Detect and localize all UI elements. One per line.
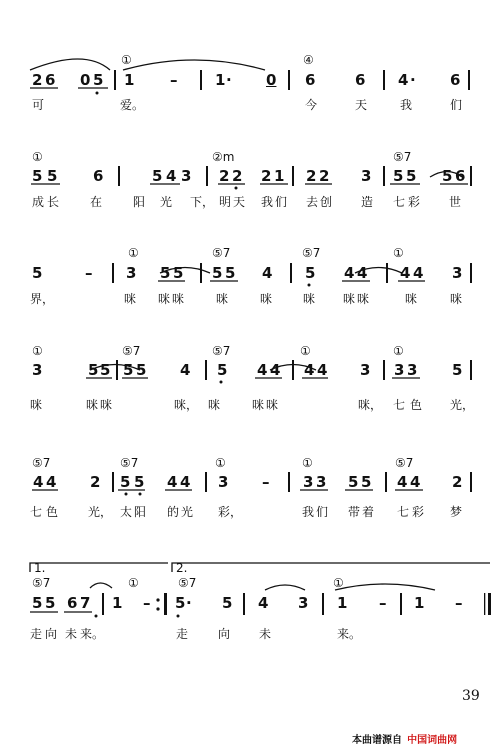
note: 4: [180, 361, 191, 379]
dash: –: [85, 264, 93, 282]
note: 2: [452, 473, 463, 491]
note: 3: [360, 361, 371, 379]
lyric: 咪: [172, 292, 185, 306]
barline: [470, 360, 472, 380]
lyric: 咪: [405, 292, 418, 306]
barline: [288, 70, 290, 90]
lyric: 我: [261, 195, 274, 209]
note: 5: [88, 361, 99, 379]
lyric: 今: [305, 98, 318, 112]
chord-annotation: ⑤7: [32, 456, 51, 470]
note: 3: [394, 361, 405, 379]
note: 3: [218, 473, 229, 491]
chord-annotation: ⑤7: [212, 246, 231, 260]
note: 5: [222, 594, 233, 612]
note: 3: [126, 264, 137, 282]
lyric: 彩: [408, 195, 421, 209]
note: 2: [261, 167, 272, 185]
note: 4: [413, 264, 424, 282]
note: 5: [212, 264, 223, 282]
lyric: 咪，: [358, 398, 383, 412]
barline: [205, 360, 207, 380]
barline: [292, 166, 294, 186]
note: 5: [452, 361, 463, 379]
footer-site: 中国词曲网: [407, 735, 458, 746]
note: 4: [166, 167, 177, 185]
barline: [383, 360, 385, 380]
footer-watermark: [352, 728, 457, 747]
chord-annotation: ⑤7: [212, 344, 231, 358]
note: 5: [160, 264, 171, 282]
note: 5: [47, 167, 58, 185]
barline: [470, 472, 472, 492]
note: 6: [67, 594, 78, 612]
volta-2-bracket: [172, 563, 490, 572]
note: 5: [93, 71, 104, 89]
barline: [200, 263, 202, 283]
barline: [470, 166, 472, 186]
note: 5: [136, 361, 147, 379]
dash: –: [170, 71, 178, 89]
note: 6: [355, 71, 366, 89]
note: 1: [124, 71, 135, 89]
barline: [386, 263, 388, 283]
dash: –: [455, 594, 463, 612]
lyric: 我: [302, 505, 315, 519]
note: 4: [270, 361, 281, 379]
note: 2: [306, 167, 317, 185]
chord-annotation: ⑤7: [32, 576, 51, 590]
volta-1-bracket: [30, 563, 168, 572]
lyric: 可: [32, 98, 45, 112]
lyric: 色: [46, 505, 59, 519]
lyric: 未: [259, 627, 272, 641]
chord-annotation: ①: [128, 576, 139, 590]
lyric: 们: [450, 98, 463, 112]
note: 6: [450, 71, 461, 89]
lyric: 咪: [252, 398, 265, 412]
barline: [385, 472, 387, 492]
note: 2: [319, 167, 330, 185]
note: 4: [317, 361, 328, 379]
barline: [290, 263, 292, 283]
lyric: 着: [362, 505, 375, 519]
tie: [123, 60, 265, 70]
footer-source: 本曲谱源自: [352, 735, 402, 746]
note: 0: [80, 71, 91, 89]
note: 5: [406, 167, 417, 185]
note: 4: [357, 264, 368, 282]
barline: [112, 263, 114, 283]
lyric: 咪: [158, 292, 171, 306]
note: 3: [181, 167, 192, 185]
note: 2: [232, 167, 243, 185]
note: 5: [305, 264, 316, 282]
lyric: 七: [397, 505, 410, 519]
note: 0: [266, 71, 277, 89]
lyric: 去: [306, 195, 319, 209]
chord-annotation: ⑤7: [178, 576, 197, 590]
barline: [322, 593, 324, 615]
lyric: 向: [45, 627, 58, 641]
barline: [200, 70, 202, 90]
lyric: 咪: [100, 398, 113, 412]
dash: –: [262, 473, 270, 491]
lyric: 来。: [337, 627, 362, 641]
barline: [292, 360, 294, 380]
lyric: 咪: [450, 292, 463, 306]
note: 4: [410, 473, 421, 491]
chord-annotation: ⑤7: [122, 344, 141, 358]
note: 3: [32, 361, 43, 379]
lyric: 爱。: [120, 98, 145, 112]
note: 2: [219, 167, 230, 185]
lyric: 长: [47, 195, 60, 209]
lyric: 咪: [357, 292, 370, 306]
lyric: 咪: [266, 398, 279, 412]
chord-annotation: ①: [32, 344, 43, 358]
barline: [400, 593, 402, 615]
note: 5: [32, 264, 43, 282]
slur: [265, 585, 305, 590]
note: 7: [80, 594, 91, 612]
note: 2: [90, 473, 101, 491]
dot: ·: [226, 71, 232, 89]
chord-annotation: ⑤7: [393, 150, 412, 164]
note: 5: [100, 361, 111, 379]
lyric: 七: [30, 505, 43, 519]
lyric: 光: [160, 195, 173, 209]
note: 1: [215, 71, 226, 89]
lyric: 们: [316, 505, 329, 519]
note: 5: [442, 167, 453, 185]
note: 4: [258, 594, 269, 612]
lyric: 光，: [450, 398, 475, 412]
barline: [468, 70, 470, 90]
lyric: 七: [393, 195, 406, 209]
tie: [335, 584, 435, 590]
chord-annotation: ①: [302, 456, 313, 470]
lyric: 光: [181, 505, 194, 519]
note: 4: [257, 361, 268, 379]
note: 5: [152, 167, 163, 185]
lyric: 造: [361, 195, 374, 209]
lyric: 咪: [260, 292, 273, 306]
note: 3: [361, 167, 372, 185]
note: 5: [348, 473, 359, 491]
chord-annotation: ①: [128, 246, 139, 260]
note: 4: [46, 473, 57, 491]
lyric: 咪，: [174, 398, 199, 412]
note: 4: [167, 473, 178, 491]
chord-annotation: ①: [121, 53, 132, 67]
lyric: 的: [167, 505, 180, 519]
note: 5: [361, 473, 372, 491]
slur: [90, 583, 112, 588]
note: 5: [123, 361, 134, 379]
slur: [30, 59, 110, 70]
lyric: 咪: [124, 292, 137, 306]
barline: [206, 166, 208, 186]
lyric: 咪: [86, 398, 99, 412]
note: 3: [298, 594, 309, 612]
lyric: 成: [32, 195, 45, 209]
lyric: 色: [410, 398, 423, 412]
note: 6: [45, 71, 56, 89]
note: 3: [316, 473, 327, 491]
note: 4: [180, 473, 191, 491]
lyric: 梦: [450, 505, 463, 519]
lyric: 阳: [134, 505, 147, 519]
chord-annotation: ①: [333, 576, 344, 590]
note: 6: [455, 167, 466, 185]
lyric: 咪: [303, 292, 316, 306]
lyric: 明: [219, 195, 232, 209]
barline: [205, 472, 207, 492]
barline: [118, 166, 120, 186]
lyric: 下，: [190, 195, 215, 209]
chord-annotation: ①: [393, 344, 404, 358]
lyric: 彩，: [218, 505, 243, 519]
note: 1: [337, 594, 348, 612]
lyric: 世: [449, 195, 462, 209]
chord-annotation: ⑤7: [395, 456, 414, 470]
chord-annotation: ①: [32, 150, 43, 164]
lyric: 咪: [216, 292, 229, 306]
note: 4: [262, 264, 273, 282]
note: 1: [112, 594, 123, 612]
lyric: 我: [400, 98, 413, 112]
lyric: 在: [90, 195, 103, 209]
note: 5: [120, 473, 131, 491]
note: 4: [397, 473, 408, 491]
lyric: 天: [233, 195, 246, 209]
barline: [114, 70, 116, 90]
lyric: 七: [393, 398, 406, 412]
lyric: 界，: [30, 292, 55, 306]
note: 4: [344, 264, 355, 282]
page-number: 39: [462, 688, 480, 704]
chord-annotation: ⑤7: [302, 246, 321, 260]
lyric: 创: [320, 195, 333, 209]
lyric: 阳: [133, 195, 146, 209]
lyric: 光，: [88, 505, 113, 519]
note: 4: [33, 473, 44, 491]
volta-label: 2.: [176, 561, 188, 575]
note: 5: [32, 594, 43, 612]
barline: [116, 360, 118, 380]
lyric: 咪: [30, 398, 43, 412]
barline: [102, 593, 104, 615]
note: 2: [32, 71, 43, 89]
chord-annotation: ④: [303, 53, 314, 67]
dash: –: [379, 594, 387, 612]
lyric: 走: [30, 627, 43, 641]
lyric: 彩: [412, 505, 425, 519]
lyric: 天: [355, 98, 368, 112]
chord-annotation: ①: [393, 246, 404, 260]
note: 5: [393, 167, 404, 185]
note: 3: [303, 473, 314, 491]
note: 4: [304, 361, 315, 379]
barline: [383, 166, 385, 186]
chord-annotation: ②m: [212, 150, 235, 164]
note: 6: [305, 71, 316, 89]
note: 5: [32, 167, 43, 185]
barline: [383, 70, 385, 90]
dash: –: [143, 594, 151, 612]
dot: ·: [410, 71, 416, 89]
note: 4: [398, 71, 409, 89]
lyric: 太: [120, 505, 133, 519]
barline: [288, 472, 290, 492]
lyric: 带: [348, 505, 361, 519]
lyric: 未: [65, 627, 78, 641]
note: 5: [134, 473, 145, 491]
note: 3: [407, 361, 418, 379]
note: 5: [175, 594, 186, 612]
note: 5: [173, 264, 184, 282]
note: 4: [400, 264, 411, 282]
dot: ·: [186, 594, 192, 612]
note: 1: [414, 594, 425, 612]
lyric: 来。: [80, 627, 105, 641]
barline: [112, 472, 114, 492]
barline: [470, 263, 472, 283]
lyric: 咪: [343, 292, 356, 306]
lyric: 咪: [208, 398, 221, 412]
chord-annotation: ①: [300, 344, 311, 358]
note: 3: [452, 264, 463, 282]
lyric: 们: [275, 195, 288, 209]
lyric: 向: [218, 627, 231, 641]
lyric: 走: [176, 627, 189, 641]
note: 6: [93, 167, 104, 185]
barline: [243, 593, 245, 615]
chord-annotation: ①: [215, 456, 226, 470]
note: 5: [225, 264, 236, 282]
volta-label: 1.: [34, 561, 46, 575]
note: 5: [217, 361, 228, 379]
chord-annotation: ⑤7: [120, 456, 139, 470]
note: 1: [274, 167, 285, 185]
note: 5: [45, 594, 56, 612]
